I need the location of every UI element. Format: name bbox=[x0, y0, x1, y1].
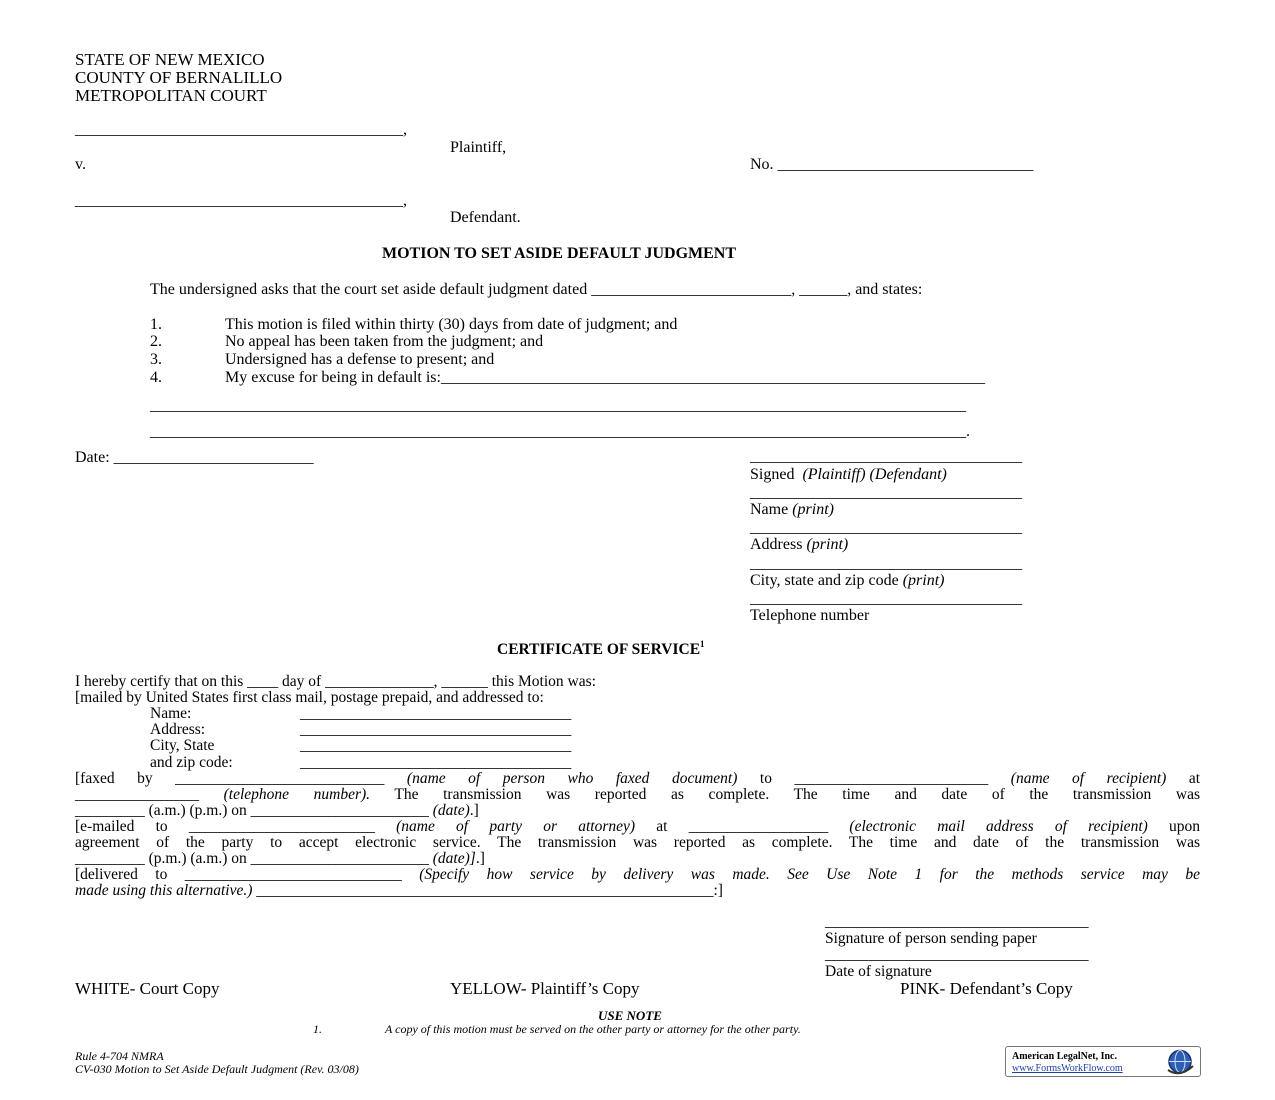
fax-line-3[interactable]: _________ (a.m.) (p.m.) on _______________________ (date).] bbox=[75, 802, 479, 819]
pink-copy-label: PINK- Defendant’s Copy bbox=[900, 979, 1073, 998]
name-line[interactable]: __________________________________ bbox=[750, 484, 1022, 501]
excuse-line-1[interactable]: ______________________________________________________________________________________________________ bbox=[150, 397, 966, 414]
court-heading: METROPOLITAN COURT bbox=[75, 86, 267, 105]
item-2-text: No appeal has been taken from the judgment; and bbox=[225, 333, 544, 350]
versus-label: v. bbox=[75, 156, 86, 173]
item-1-text: This motion is filed within thirty (30) days from date of judgment; and bbox=[225, 316, 678, 333]
address-line[interactable]: __________________________________ bbox=[750, 519, 1022, 536]
city-label: City, state and zip code (print) bbox=[750, 572, 945, 589]
use-note-title: USE NOTE bbox=[598, 1008, 662, 1023]
plaintiff-name-line[interactable]: _________________________________________, bbox=[75, 121, 407, 138]
fax-line-1[interactable]: [faxed by ___________________________ (name of person who faxed document) to _________________________ (name of recipient) at bbox=[75, 770, 1201, 787]
plaintiff-label: Plaintiff, bbox=[450, 139, 507, 156]
sender-date-label: Date of signature bbox=[825, 963, 932, 980]
signature-line[interactable]: __________________________________ bbox=[750, 448, 1022, 465]
signed-label: Signed (Plaintiff) (Defendant) bbox=[750, 466, 947, 483]
delivery-line-1[interactable]: [delivered to ____________________________ (Specify how service by delivery was made. See Use Note 1 for the methods service may be bbox=[75, 866, 1201, 883]
item-4-number: 4. bbox=[150, 369, 162, 386]
use-note-text: A copy of this motion must be served on the other party or attorney for the other party. bbox=[385, 1022, 801, 1036]
telephone-label: Telephone number bbox=[750, 607, 870, 624]
item-3-text: Undersigned has a defense to present; and bbox=[225, 351, 495, 368]
recipient-city-label: City, State bbox=[150, 737, 215, 754]
item-3-number: 3. bbox=[150, 351, 162, 368]
form-identifier: CV-030 Motion to Set Aside Default Judgment (Rev. 03/08) bbox=[75, 1062, 359, 1076]
item-2-number: 2. bbox=[150, 333, 162, 350]
telephone-line[interactable]: __________________________________ bbox=[750, 590, 1022, 607]
logo-url-link[interactable]: www.FormsWorkFlow.com bbox=[1012, 1063, 1123, 1074]
american-legalnet-logo[interactable] bbox=[1005, 1046, 1201, 1077]
recipient-city-field[interactable]: ___________________________________ bbox=[300, 737, 572, 754]
email-line-2: agreement of the party to accept electronic service. The transmission was reported as complete. The time and date of the transmission was bbox=[75, 834, 1200, 851]
item-4-text[interactable]: My excuse for being in default is:____________________________________________________________________ bbox=[225, 369, 985, 386]
defendant-name-line[interactable]: _________________________________________, bbox=[75, 192, 407, 209]
intro-paragraph: The undersigned asks that the court set aside default judgment dated _________________________, ______, and states: bbox=[150, 281, 923, 298]
sender-signature-label: Signature of person sending paper bbox=[825, 930, 1037, 947]
mailed-line: [mailed by United States first class mail, postage prepaid, and addressed to: bbox=[75, 689, 544, 706]
white-copy-label: WHITE- Court Copy bbox=[75, 979, 220, 998]
name-label: Name (print) bbox=[750, 501, 834, 518]
sender-date-line[interactable]: __________________________________ bbox=[825, 946, 1089, 963]
case-number-field[interactable]: No. ________________________________ bbox=[750, 156, 1034, 173]
footnote-mark: 1 bbox=[700, 639, 705, 649]
date-field[interactable]: Date: _________________________ bbox=[75, 449, 314, 466]
document-title: MOTION TO SET ASIDE DEFAULT JUDGMENT bbox=[382, 245, 737, 262]
recipient-name-field[interactable]: ___________________________________ bbox=[300, 705, 572, 722]
email-line-1[interactable]: [e-mailed to ________________________ (name of party or attorney) at __________________ (electronic mail address of recipient) upon bbox=[75, 818, 1201, 835]
defendant-label: Defendant. bbox=[450, 209, 521, 226]
yellow-copy-label: YELLOW- Plaintiff’s Copy bbox=[450, 979, 640, 998]
address-label: Address (print) bbox=[750, 536, 849, 553]
logo-company-name: American LegalNet, Inc. bbox=[1012, 1051, 1117, 1062]
state-heading: STATE OF NEW MEXICO bbox=[75, 50, 265, 69]
recipient-name-label: Name: bbox=[150, 705, 192, 722]
fax-line-2[interactable]: ________________ (telephone number). The transmission was reported as complete. The time and date of the transmission was bbox=[75, 786, 1201, 803]
recipient-address-field[interactable]: ___________________________________ bbox=[300, 721, 572, 738]
excuse-line-2[interactable]: ______________________________________________________________________________________________________. bbox=[150, 423, 970, 440]
certify-line[interactable]: I hereby certify that on this ____ day of ______________, ______ this Motion was: bbox=[75, 673, 596, 690]
certificate-title: CERTIFICATE OF SERVICE$^1$ bbox=[497, 639, 705, 658]
recipient-address-label: Address: bbox=[150, 721, 206, 738]
recipient-zip-label: and zip code: bbox=[150, 754, 233, 771]
recipient-zip-field[interactable]: ___________________________________ bbox=[300, 754, 572, 771]
sender-signature-line[interactable]: __________________________________ bbox=[825, 913, 1089, 930]
globe-icon bbox=[1164, 1048, 1196, 1075]
county-heading: COUNTY OF BERNALILLO bbox=[75, 68, 283, 87]
city-line[interactable]: __________________________________ bbox=[750, 555, 1022, 572]
use-note-number: 1. bbox=[313, 1022, 322, 1036]
item-1-number: 1. bbox=[150, 316, 162, 333]
rule-citation: Rule 4-704 NMRA bbox=[75, 1049, 164, 1063]
email-line-3[interactable]: _________ (p.m.) (a.m.) on _______________________ (date)].] bbox=[75, 850, 485, 867]
delivery-line-2[interactable]: made using this alternative.) ___________________________________________________________:] bbox=[75, 882, 723, 899]
